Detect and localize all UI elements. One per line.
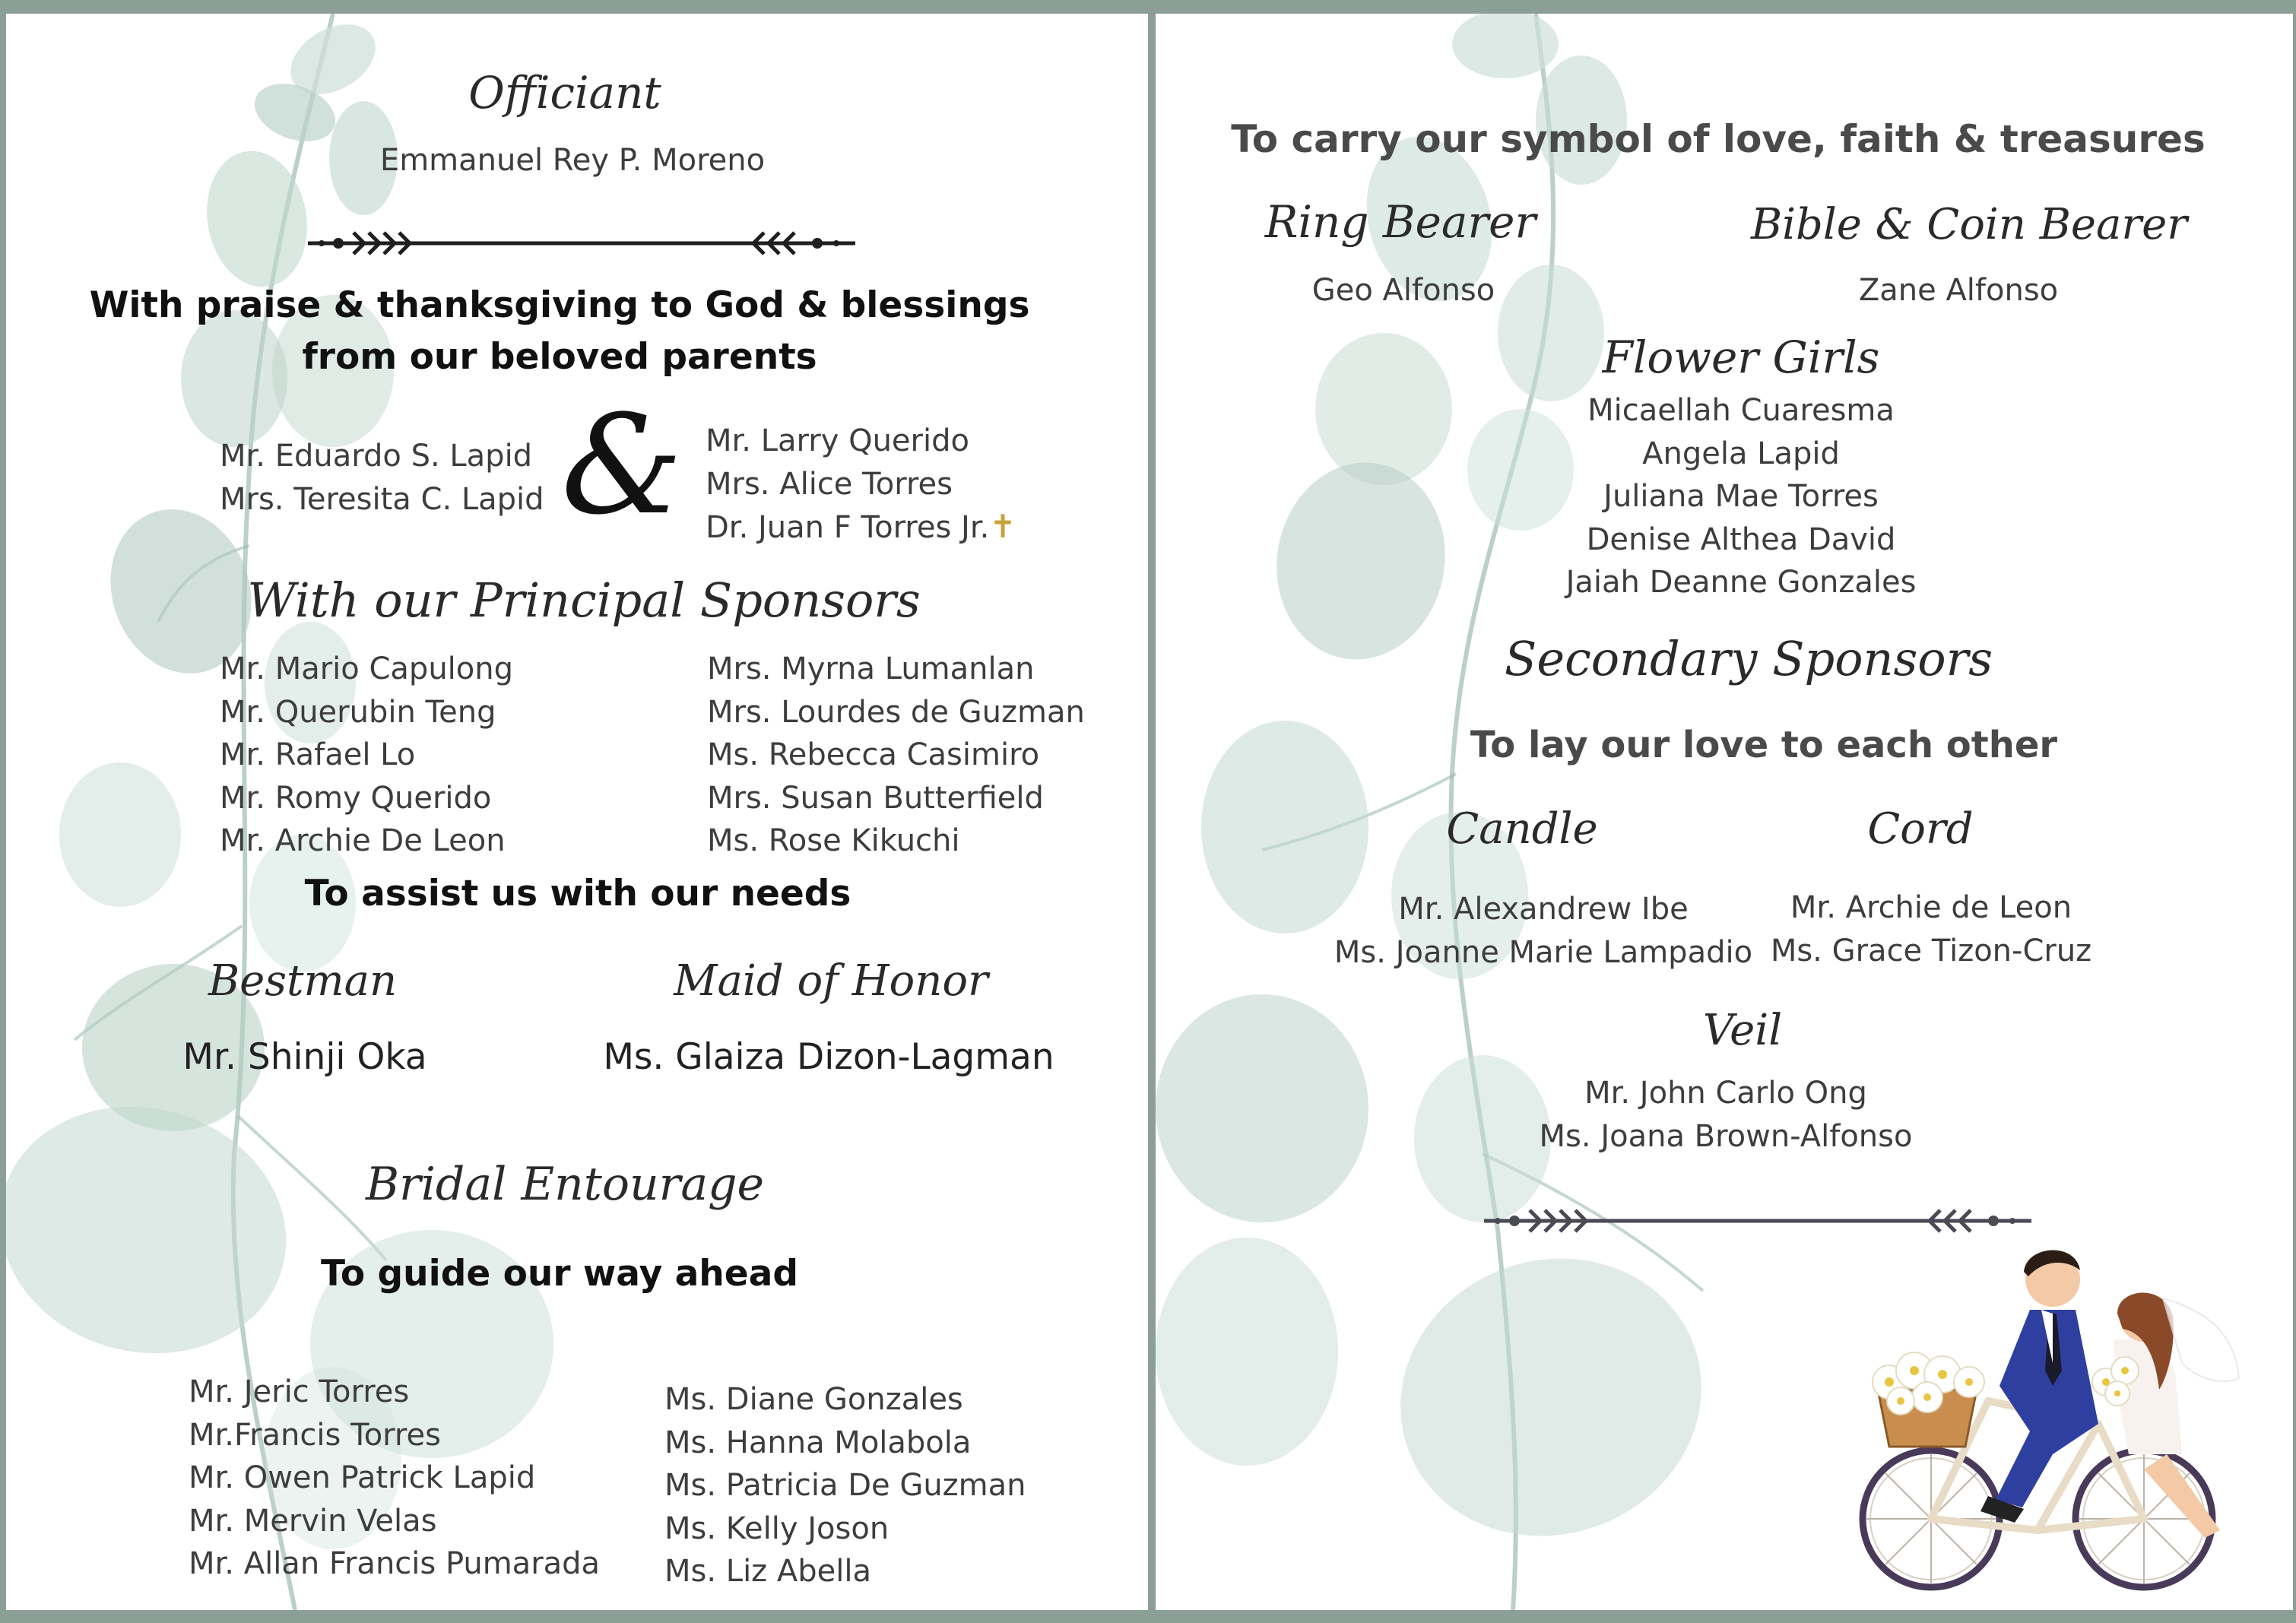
list-item: Mr.Francis Torres xyxy=(189,1417,441,1453)
list-item: Ms. Hanna Molabola xyxy=(664,1425,972,1460)
list-item xyxy=(706,506,1016,550)
list-item: Ms. Rose Kikuchi xyxy=(707,823,960,858)
bible-coin-bearer-role: Bible & Coin Bearer xyxy=(1750,200,2188,249)
list-item: Mr. Archie de Leon xyxy=(1790,890,2072,925)
list-item: Mrs. Lourdes de Guzman xyxy=(707,694,1085,730)
list-item: Mrs. Myrna Lumanlan xyxy=(707,651,1035,686)
couple-bicycle-illustration xyxy=(1825,1226,2250,1606)
list-item: Ms. Kelly Joson xyxy=(664,1510,890,1546)
list-item: Mr. Jeric Torres xyxy=(189,1374,410,1409)
list-item: Denise Althea David xyxy=(1586,521,1896,557)
bible-coin-bearer-name: Zane Alfonso xyxy=(1858,273,2059,308)
list-item: Mrs. Susan Butterfield xyxy=(707,780,1044,816)
entourage-men-list xyxy=(189,1371,600,1586)
officiant-name: Emmanuel Rey P. Moreno xyxy=(379,143,766,178)
ampersand-ornament: & xyxy=(561,386,683,545)
lay-heading: To lay our love to each other xyxy=(1470,724,2058,766)
bestman-role: Bestman xyxy=(208,956,398,1006)
maid-of-honor-name: Ms. Glaiza Dizon-Lagman xyxy=(603,1036,1054,1078)
bridal-entourage-title: Bridal Entourage xyxy=(365,1158,765,1211)
candle-role: Candle xyxy=(1446,804,1598,854)
flower-girls-title: Flower Girls xyxy=(1602,331,1880,383)
entourage-women-list xyxy=(664,1378,1026,1593)
parents-heading-line1: With praise & thanksgiving to God & blessings xyxy=(89,284,1030,326)
list-item: Ms. Diane Gonzales xyxy=(664,1382,963,1417)
list-item: Mr. John Carlo Ong xyxy=(1584,1076,1867,1111)
parents-heading-line2: from our beloved parents xyxy=(302,336,817,378)
cross-icon: ✝ xyxy=(989,508,1016,545)
divider-arrow-ornament xyxy=(300,228,863,258)
list-item: Mr. Romy Querido xyxy=(220,780,492,816)
right-page xyxy=(1156,14,2293,1610)
list-item: Angela Lapid xyxy=(1642,436,1840,471)
veil-role: Veil xyxy=(1702,1006,1783,1055)
list-item: Mr. Larry Querido xyxy=(706,423,969,458)
veil-sponsors-list xyxy=(1536,1072,1916,1158)
list-item: Juliana Mae Torres xyxy=(1603,479,1879,514)
ring-bearer-role: Ring Bearer xyxy=(1264,196,1536,248)
list-item-text: Dr. Juan F Torres Jr. xyxy=(706,510,990,545)
symbol-heading: To carry our symbol of love, faith & treasures xyxy=(1231,117,2206,161)
bestman-name: Mr. Shinji Oka xyxy=(182,1036,427,1078)
secondary-sponsors-title: Secondary Sponsors xyxy=(1504,631,1993,686)
list-item: Mr. Mervin Velas xyxy=(189,1503,437,1539)
guide-heading: To guide our way ahead xyxy=(321,1253,798,1295)
list-item: Ms. Joana Brown-Alfonso xyxy=(1539,1118,1913,1154)
groom-parents-list xyxy=(220,435,544,521)
bride-parents-list xyxy=(706,420,1016,550)
list-item: Ms. Grace Tizon-Cruz xyxy=(1770,933,2092,968)
cord-role: Cord xyxy=(1867,804,1974,854)
list-item: Mr. Querubin Teng xyxy=(220,694,496,730)
list-item: Ms. Patricia De Guzman xyxy=(664,1468,1026,1503)
maid-of-honor-role: Maid of Honor xyxy=(674,956,988,1006)
principal-sponsors-women xyxy=(707,648,1085,863)
flower-girls-list xyxy=(1559,389,1923,604)
list-item: Ms. Joanne Marie Lampadio xyxy=(1334,934,1753,970)
left-page xyxy=(6,14,1148,1610)
list-item: Mr. Alexandrew Ibe xyxy=(1398,892,1689,927)
list-item: Ms. Liz Abella xyxy=(664,1554,871,1589)
list-item: Mr. Archie De Leon xyxy=(220,823,506,858)
principal-sponsors-title: With our Principal Sponsors xyxy=(247,572,921,628)
list-item: Mrs. Alice Torres xyxy=(706,466,953,502)
cord-sponsors-list xyxy=(1764,886,2098,972)
candle-sponsors-list xyxy=(1330,888,1756,974)
assist-heading: To assist us with our needs xyxy=(304,873,851,915)
list-item: Mrs. Teresita C. Lapid xyxy=(220,481,544,517)
list-item: Mr. Eduardo S. Lapid xyxy=(220,439,533,474)
principal-sponsors-men xyxy=(220,648,513,863)
list-item: Mr. Rafael Lo xyxy=(220,737,416,772)
ring-bearer-name: Geo Alfonso xyxy=(1311,273,1495,308)
list-item: Ms. Rebecca Casimiro xyxy=(707,737,1040,772)
officiant-role: Officiant xyxy=(468,67,661,119)
list-item: Jaiah Deanne Gonzales xyxy=(1565,565,1917,600)
list-item: Mr. Mario Capulong xyxy=(220,651,513,686)
list-item: Mr. Allan Francis Pumarada xyxy=(189,1546,601,1581)
list-item: Micaellah Cuaresma xyxy=(1587,393,1895,428)
list-item: Mr. Owen Patrick Lapid xyxy=(189,1460,536,1495)
